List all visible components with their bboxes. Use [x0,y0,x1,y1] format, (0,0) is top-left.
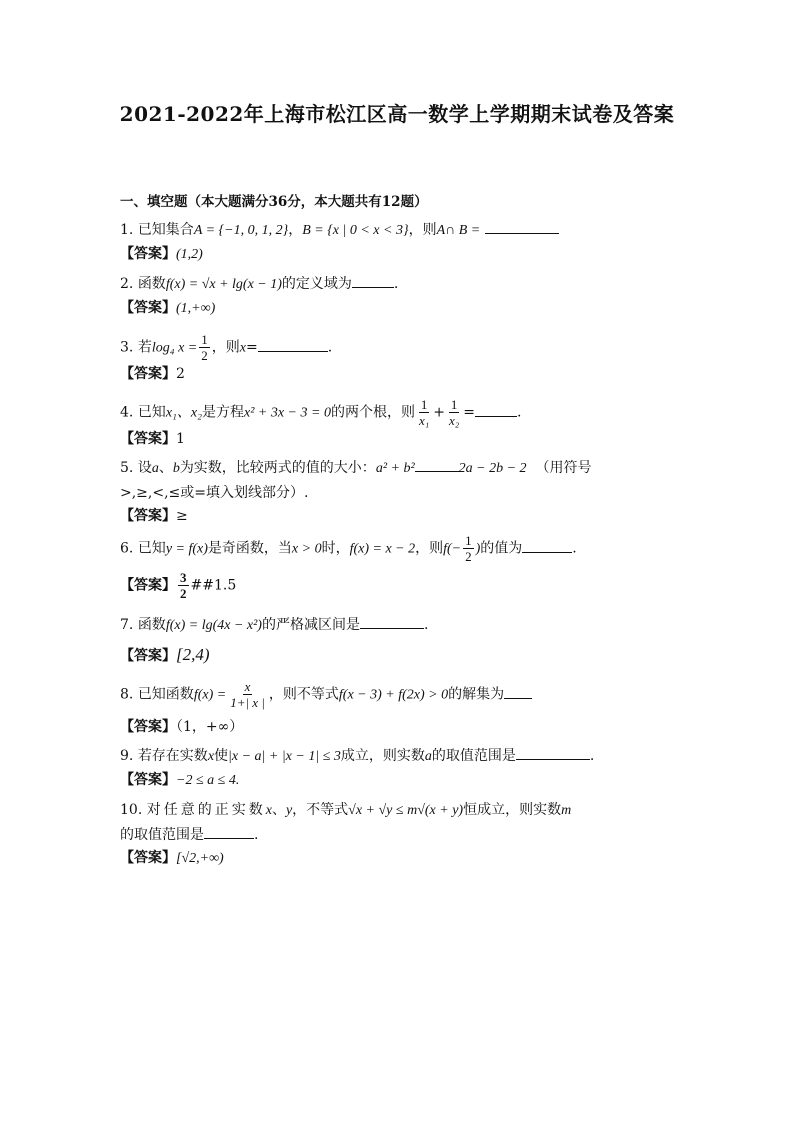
answer-4: 【答案】1 [120,431,185,447]
answer-blank [204,824,254,839]
document-title: 2021-2022年上海市松江区高一数学上学期期末试卷及答案 [119,102,675,126]
fraction: $\frac{3}{2}$ [180,570,187,601]
answer-8: 【答案】（1，+∞） [120,719,244,735]
answer-3: 【答案】2 [120,366,185,382]
section-heading: 一、填空题（本大题满分36分，本大题共有12题） [120,194,428,210]
question-5: 5. 设a、b为实数，比较两式的值的大小：a² + b² 2a − 2b − 2 （用符号 [120,456,680,481]
answer-blank [504,684,532,699]
answer-blank [415,457,459,472]
answer-1: 【答案】(1,2) [120,246,203,262]
questions-list [120,218,680,870]
question-10: 10. 对任意的正实数x、y，不等式√x + √y ≤ m√(x + y)恒成立，则实数m [120,802,572,818]
answer-blank [485,219,559,234]
answer-6: 【答案】 $\frac{3}{2}$ ##1.5 [120,570,237,601]
answer-7: 【答案】[2,4) [120,645,210,664]
question-9: 9. 若存在实数x使|x − a| + |x − 1| ≤ 3成立，则实数a的取值范围是 . [120,744,680,769]
answer-blank [522,538,572,553]
answer-10: 【答案】[√2,+∞) [120,850,224,866]
question-6: 6. 已知y = f(x)是奇函数，当x > 0时，f(x) = x − 2，则f(− $\frac{1}{2}$ )的值为 . [120,533,577,564]
question-5-line-2: >,≥,<,≤或=填入划线部分）. [120,485,309,501]
answer-blank [516,745,590,760]
fraction: $\frac{1}{\text{x₂}}$ [448,397,460,428]
question-1: 1. 已知集合A = {−1, 0, 1, 2}，B = {x | 0 < x < 3}，则A∩ B = [120,218,680,243]
question-4: 4. 已知x₁、x₂是方程x² + 3x − 3 = 0的两个根，则 $\frac{1}{\text{x₁}}$ + $\frac{1}{\text{x₂}}$ = . [120,397,522,428]
question-7: 7. 函数f(x) = lg(4x − x²)的严格减区间是 . [120,613,680,638]
question-2: 2. 函数f(x) = √x + lg(x − 1)的定义域为 . [120,272,680,297]
answer-9: 【答案】−2 ≤ a ≤ 4. [120,772,240,788]
question-3: 3. 若log₄ x = $\frac{1}{2}$ ，则x= . [120,332,333,363]
fraction: $\frac{x}{1+| x |}$ [230,679,265,710]
answer-blank [258,337,328,352]
fraction: $\frac{1}{2}$ [201,332,208,363]
answer-blank [475,402,517,417]
question-8: 8. 已知函数f(x) = $\frac{x}{1+| x |}$ ，则不等式f(x − 3) + f(2x) > 0的解集为 [120,679,680,710]
fraction: $\frac{1}{2}$ [465,533,472,564]
answer-blank [352,273,394,288]
question-10-line-2: 的取值范围是 . [120,823,680,847]
answer-5: 【答案】≥ [120,508,188,524]
answer-2: 【答案】(1,+∞) [120,300,216,316]
fraction: $\frac{1}{\text{x₁}}$ [418,397,430,428]
answer-blank [360,614,424,629]
